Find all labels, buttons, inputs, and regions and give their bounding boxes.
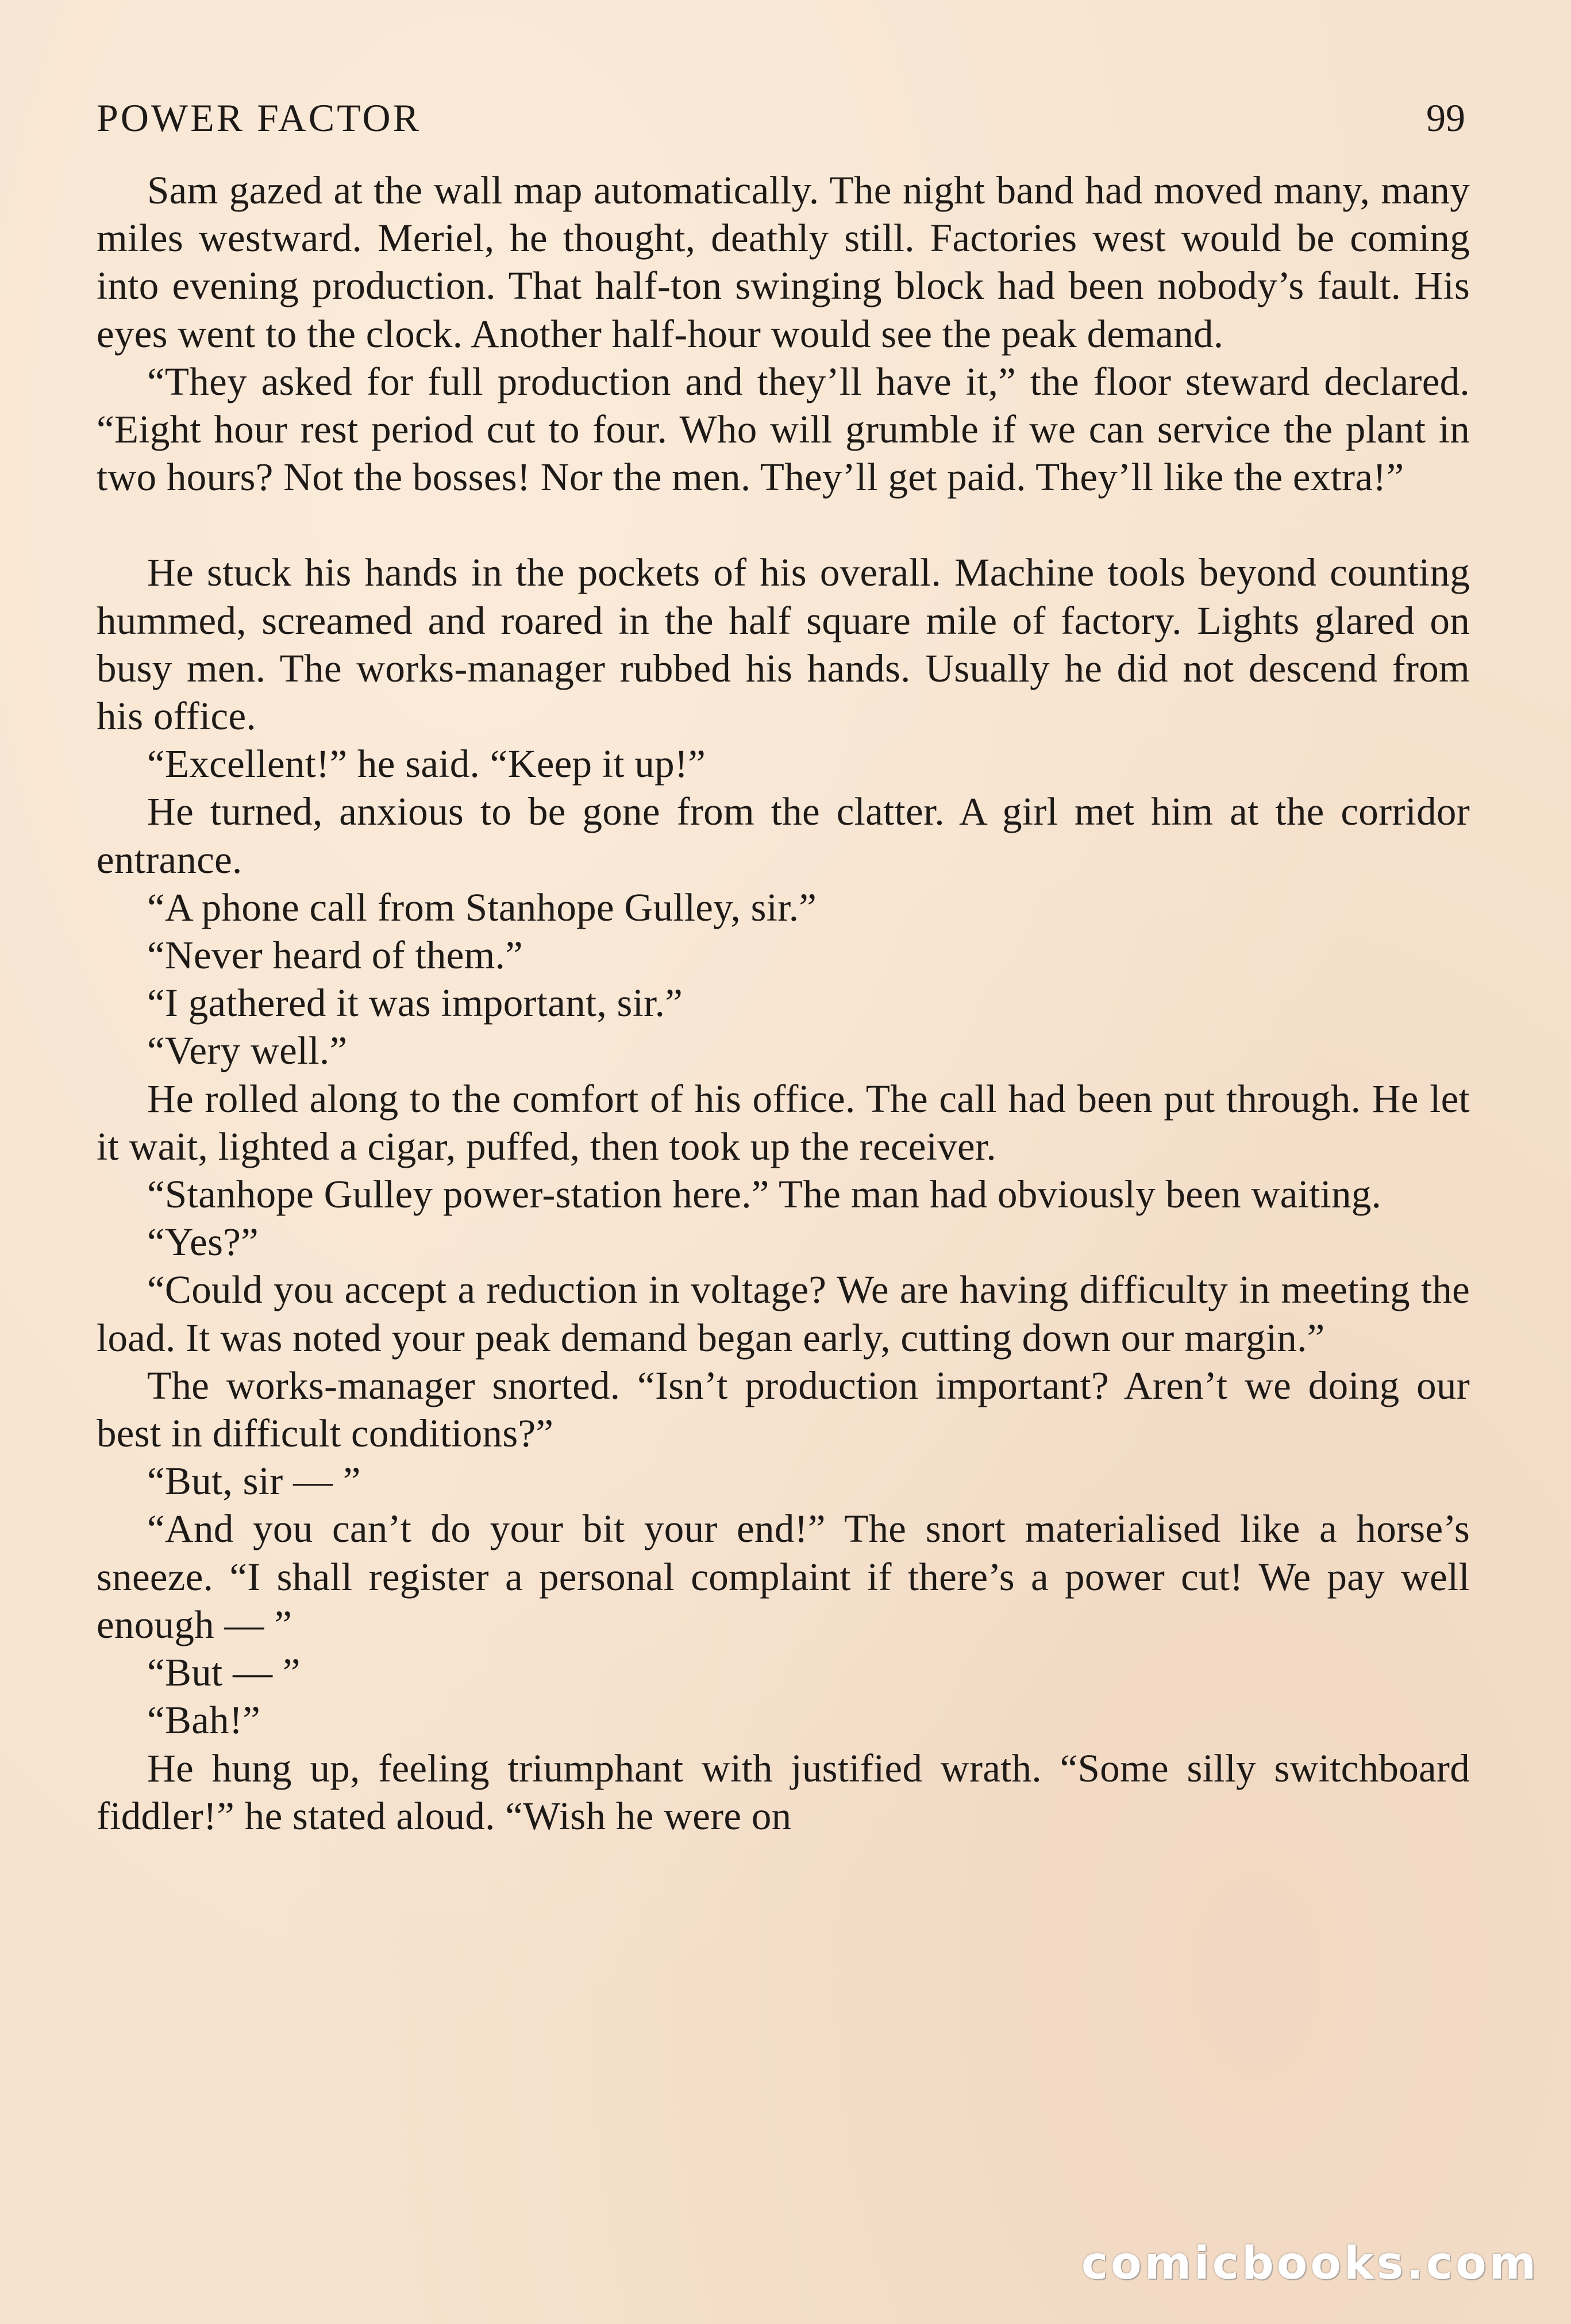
running-title: POWER FACTOR xyxy=(97,96,422,140)
page-number: 99 xyxy=(1426,96,1465,140)
paragraph: Sam gazed at the wall map automatically. The night band had moved many, many miles westward. Meriel, he thought, deathly still. Factories west would be coming into evening production. That half-ton swinging block had been nobody’s fault. His eyes went to the clock. Another half-hour would see the peak demand. xyxy=(97,168,1470,356)
paragraph: “Bah!” xyxy=(147,1698,261,1742)
paragraph: He turned, anxious to be gone from the clatter. A girl met him at the corridor entrance. xyxy=(97,790,1470,882)
paragraph: “And you can’t do your bit your end!” The snort materialised like a horse’s sneeze. “I shall register a personal complaint if there’s a power cut! We pay well enough — ” xyxy=(97,1507,1470,1646)
paragraph: The works-manager snorted. “Isn’t production important? Aren’t we doing our best in difficult conditions?” xyxy=(97,1363,1470,1456)
body-text xyxy=(97,167,1470,1840)
paragraph: “Yes?” xyxy=(147,1220,259,1264)
watermark: comicbooks.com xyxy=(1081,2238,1539,2290)
paragraph: “They asked for full production and they’ll have it,” the floor steward declared. “Eight hour rest period cut to four. Who will grumble if we can service the plant in two hours? Not the bosses! Nor the men. They’ll get paid. They’ll like the extra!” xyxy=(97,359,1470,499)
page-header xyxy=(97,92,1465,144)
paragraph: He hung up, feeling triumphant with justified wrath. “Some silly switchboard fiddler!” he stated aloud. “Wish he were on xyxy=(97,1746,1470,1838)
paragraph: “A phone call from Stanhope Gulley, sir.” xyxy=(147,885,817,929)
paragraph: “But, sir — ” xyxy=(147,1459,361,1503)
section-break xyxy=(97,501,1470,549)
paragraph: “Never heard of them.” xyxy=(147,933,523,978)
paragraph: He stuck his hands in the pockets of his overall. Machine tools beyond counting hummed, screamed and roared in the half square mile of factory. Lights glared on busy men. The works-manager rubbed his hands. Usually he did not descend from his office. xyxy=(97,551,1470,738)
paragraph: “I gathered it was important, sir.” xyxy=(147,981,683,1025)
paragraph: “Excellent!” he said. “Keep it up!” xyxy=(147,742,706,786)
paragraph: “Very well.” xyxy=(147,1029,348,1073)
paragraph: “Could you accept a reduction in voltage? We are having difficulty in meeting the load. It was noted your peak demand began early, cutting down our margin.” xyxy=(97,1268,1470,1360)
paragraph: “Stanhope Gulley power-station here.” The man had obviously been waiting. xyxy=(147,1172,1382,1217)
paragraph: He rolled along to the comfort of his office. The call had been put through. He let it wait, lighted a cigar, puffed, then took up the receiver. xyxy=(97,1076,1470,1168)
paragraph: “But — ” xyxy=(147,1650,301,1695)
